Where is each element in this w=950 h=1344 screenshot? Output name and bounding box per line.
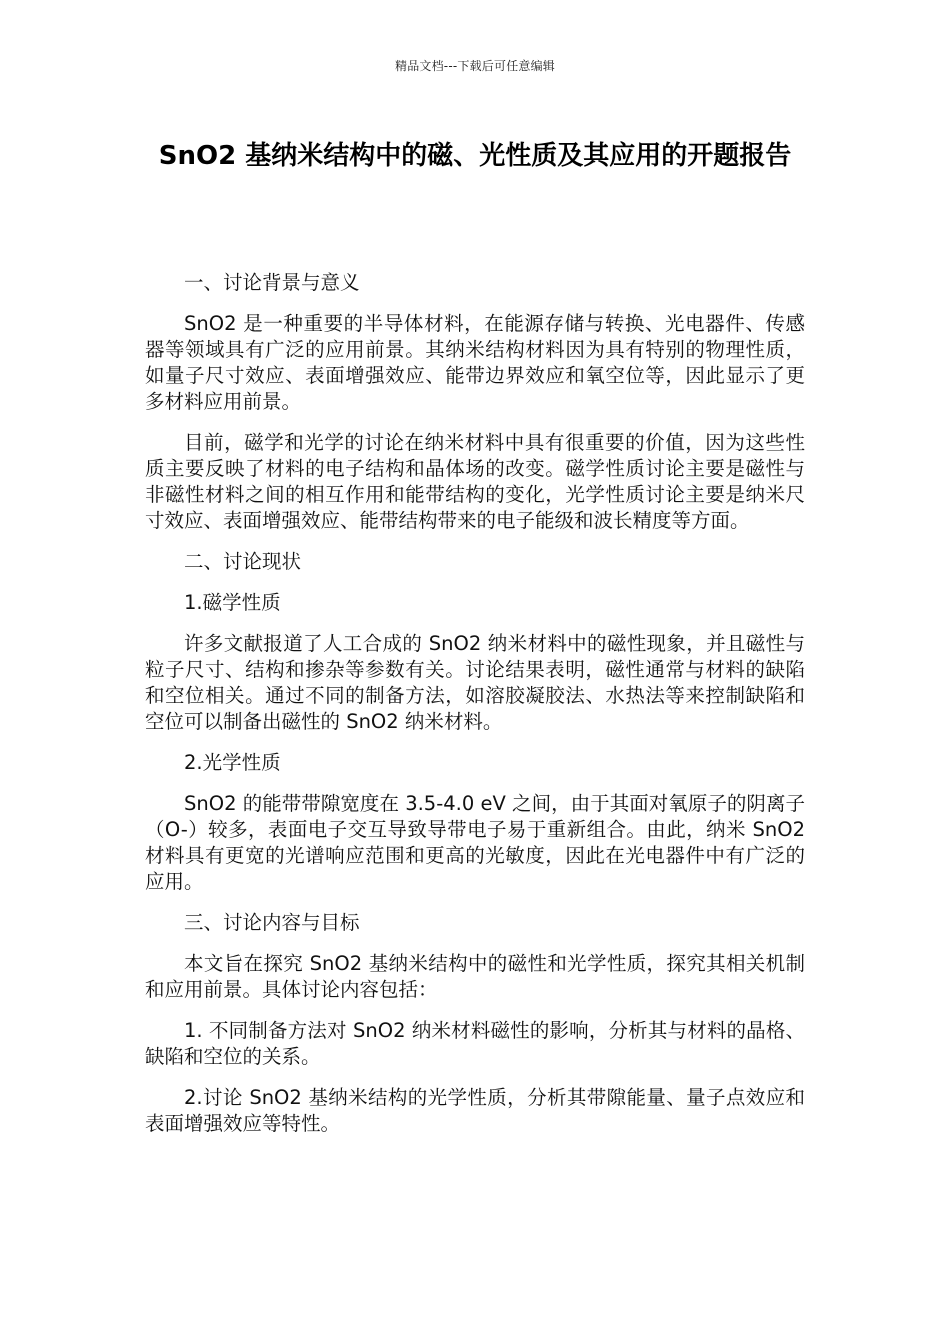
section-heading-status: 二、讨论现状 xyxy=(184,550,302,573)
section-heading-background: 一、讨论背景与意义 xyxy=(184,271,360,294)
paragraph-optical: SnO2 的能带带隙宽度在 3.5-4.0 eV 之间，由于其面对氧原子的阴离子（O-）较多，表面电子交互导致导带电子易于重新组合。由此，纳米 SnO2 材料具有更宽的光谱响应范围和更高的光敏度，因此在光电器件中有广泛的应用。 xyxy=(145,792,805,893)
subheading-optical: 2.光学性质 xyxy=(184,751,281,774)
paragraph-content-item-2: 2.讨论 SnO2 基纳米结构的光学性质，分析其带隙能量、量子点效应和表面增强效应等特性。 xyxy=(145,1086,805,1135)
section-heading-content: 三、讨论内容与目标 xyxy=(184,911,360,934)
paragraph-background-1: SnO2 是一种重要的半导体材料，在能源存储与转换、光电器件、传感器等领域具有广泛的应用前景。其纳米结构材料因为具有特别的物理性质，如量子尺寸效应、表面增强效应、能带边界效应和氧空位等，因此显示了更多材料应用前景。 xyxy=(145,312,805,413)
document-body xyxy=(145,270,805,1152)
paragraph-content-intro: 本文旨在探究 SnO2 基纳米结构中的磁性和光学性质，探究其相关机制和应用前景。具体讨论内容包括： xyxy=(145,952,805,1001)
paragraph-content-item-1: 1. 不同制备方法对 SnO2 纳米材料磁性的影响，分析其与材料的晶格、缺陷和空位的关系。 xyxy=(145,1019,805,1068)
paragraph-background-2: 目前，磁学和光学的讨论在纳米材料中具有很重要的价值，因为这些性质主要反映了材料的电子结构和晶体场的改变。磁学性质讨论主要是磁性与非磁性材料之间的相互作用和能带结构的变化，光学性质讨论主要是纳米尺寸效应、表面增强效应、能带结构带来的电子能级和波长精度等方面。 xyxy=(145,431,805,532)
subheading-magnetic: 1.磁学性质 xyxy=(184,591,281,614)
document-title: SnO2 基纳米结构中的磁、光性质及其应用的开题报告 xyxy=(158,141,792,171)
paragraph-magnetic: 许多文献报道了人工合成的 SnO2 纳米材料中的磁性现象，并且磁性与粒子尺寸、结构和掺杂等参数有关。讨论结果表明，磁性通常与材料的缺陷和空位相关。通过不同的制备方法，如溶胶凝胶法、水热法等来控制缺陷和空位可以制备出磁性的 SnO2 纳米材料。 xyxy=(145,632,805,733)
header-note: 精品文档---下载后可任意编辑 xyxy=(395,59,555,73)
